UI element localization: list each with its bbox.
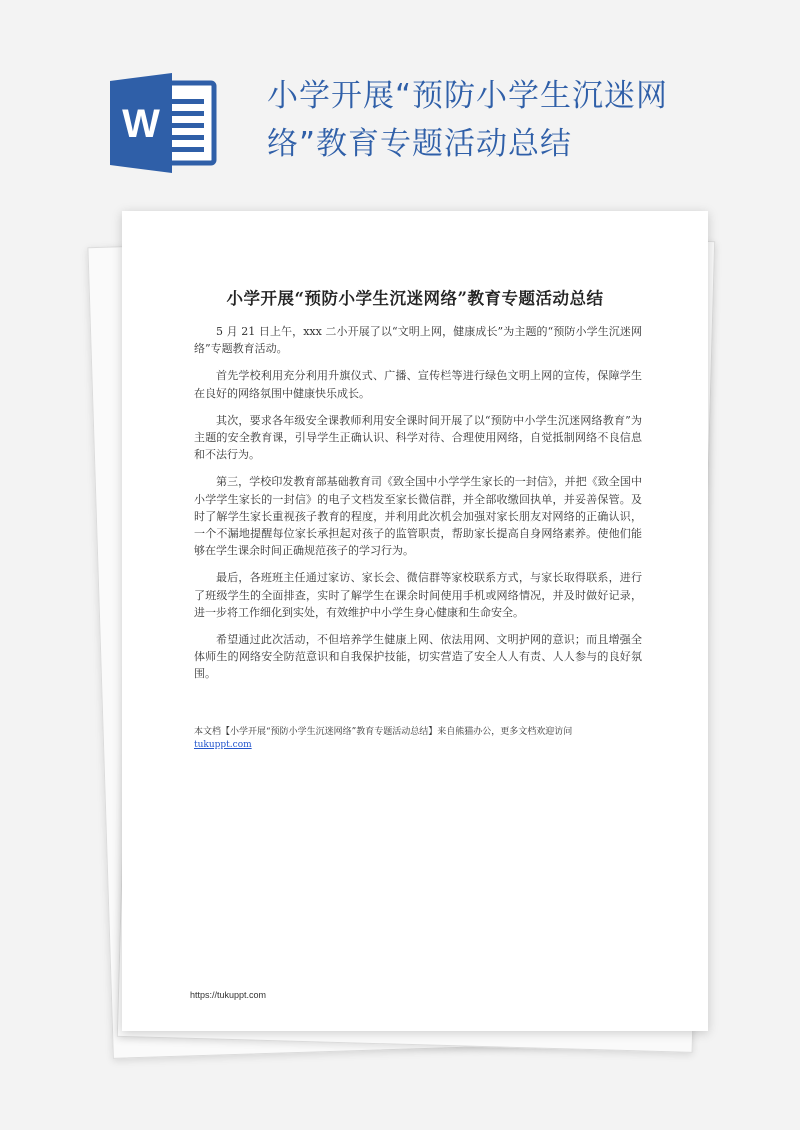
paragraph-2: 首先学校利用充分利用升旗仪式、广播、宣传栏等进行绿色文明上网的宣传，保障学生在良好的网络氛围中健康快乐成长。 bbox=[194, 369, 642, 400]
svg-text:W: W bbox=[122, 102, 160, 146]
paragraph-6: 希望通过此次活动，不但培养学生健康上网、依法用网、文明护网的意识；而且增强全体师生的网络安全防范意识和自我保护技能，切实营造了安全人人有责、人人参与的良好氛围。 bbox=[194, 633, 642, 681]
document-page bbox=[122, 211, 708, 1031]
document-body bbox=[194, 323, 642, 693]
source-link[interactable]: tukuppt.com bbox=[194, 740, 252, 750]
paragraph-1: 5 月 21 日上午，xxx 二小开展了以“文明上网，健康成长”为主题的“预防小学生沉迷网络”专题教育活动。 bbox=[194, 325, 642, 356]
document-title: 小学开展“预防小学生沉迷网络”教育专题活动总结 bbox=[226, 289, 604, 308]
page-title: 小学开展“预防小学生沉迷网络”教育专题活动总结 bbox=[267, 78, 669, 162]
footer-url[interactable]: https://tukuppt.com bbox=[190, 990, 267, 1000]
source-note-text: 本文档【小学开展“预防小学生沉迷网络”教育专题活动总结】来自熊猫办公，更多文档欢迎访问 bbox=[194, 727, 573, 737]
paragraph-4: 第三，学校印发教育部基础教育司《致全国中小学学生家长的一封信》，并把《致全国中小学学生家长的一封信》的电子文档发至家长微信群，并全部收缴回执单，并妥善保管。及时了解学生家长重视孩子教育的程度，并利用此次机会加强对家长朋友对网络的正确认识，一个不漏地提醒每位家长承担起对孩子的监管职责，帮助家长提高自身网络素养。使他们能够在学生课余时间正确规范孩子的学习行为。 bbox=[194, 475, 642, 558]
word-document-icon bbox=[110, 73, 220, 173]
paragraph-5: 最后，各班班主任通过家访、家长会、微信群等家校联系方式，与家长取得联系，进行了班级学生的全面排查，实时了解学生在课余时间使用手机或网络情况，并及时做好记录，进一步将工作细化到实处，有效维护中小学生身心健康和生命安全。 bbox=[194, 571, 642, 619]
source-note bbox=[194, 726, 654, 752]
paragraph-3: 其次，要求各年级安全课教师利用安全课时间开展了以“预防中小学生沉迷网络教育”为主题的安全教育课，引导学生正确认识、科学对待、合理使用网络，自觉抵制网络不良信息和不法行为。 bbox=[194, 413, 642, 462]
